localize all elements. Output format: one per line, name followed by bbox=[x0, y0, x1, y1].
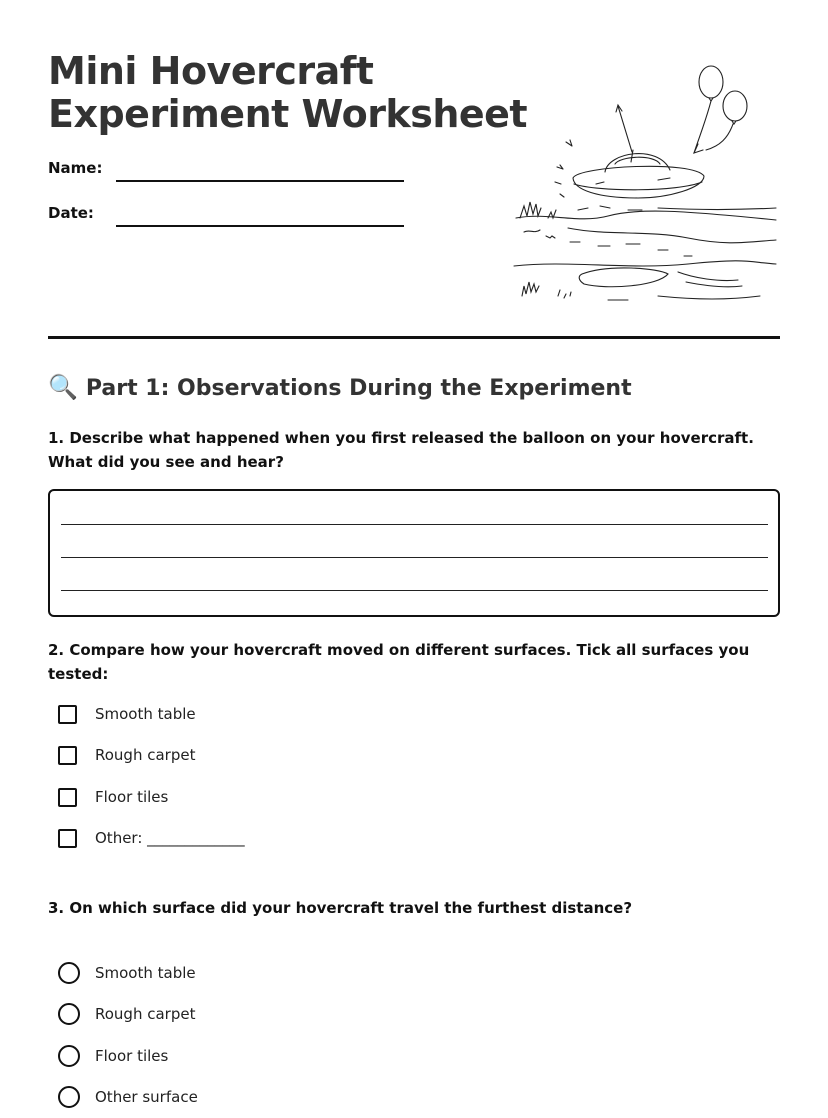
option-label: Other surface bbox=[95, 1088, 198, 1106]
option-other[interactable] bbox=[58, 826, 245, 850]
name-field[interactable] bbox=[116, 180, 404, 182]
option-label: Smooth table bbox=[95, 964, 196, 982]
radio-button[interactable] bbox=[58, 962, 80, 984]
answer-line bbox=[61, 590, 768, 591]
option-label: Smooth table bbox=[95, 705, 196, 723]
option-label: Rough carpet bbox=[95, 746, 196, 764]
option-smooth-table[interactable] bbox=[58, 702, 196, 726]
option-label: Rough carpet bbox=[95, 1005, 196, 1023]
question-1: 1. Describe what happened when you first released the balloon on your hovercraft. What did you see and hear? bbox=[48, 429, 754, 471]
radio-button[interactable] bbox=[58, 1003, 80, 1025]
title-line-2: Experiment Worksheet bbox=[48, 92, 528, 136]
part1-title: Part 1: Observations During the Experiment bbox=[85, 376, 632, 401]
option-label: Other: _____________ bbox=[95, 829, 245, 847]
title-line-1: Mini Hovercraft bbox=[48, 49, 374, 93]
option-label: Floor tiles bbox=[95, 788, 169, 806]
magnifying-glass-icon: 🔍 bbox=[48, 373, 78, 401]
checkbox[interactable] bbox=[58, 746, 77, 765]
hovercraft-illustration bbox=[508, 60, 780, 308]
worksheet-title bbox=[48, 50, 527, 136]
option-floor-tiles[interactable] bbox=[58, 785, 169, 809]
date-label: Date: bbox=[48, 204, 94, 222]
checkbox[interactable] bbox=[58, 829, 77, 848]
question-3: 3. On which surface did your hovercraft travel the furthest distance? bbox=[48, 899, 633, 917]
answer-box-q1[interactable] bbox=[48, 489, 780, 617]
option-rough-carpet[interactable] bbox=[58, 743, 196, 767]
answer-line bbox=[61, 557, 768, 558]
question-2: 2. Compare how your hovercraft moved on different surfaces. Tick all surfaces you tested: bbox=[48, 641, 750, 683]
part1-heading bbox=[48, 373, 632, 401]
radio-rough-carpet[interactable] bbox=[58, 1002, 196, 1026]
checkbox[interactable] bbox=[58, 788, 77, 807]
name-label: Name: bbox=[48, 159, 103, 177]
answer-line bbox=[61, 524, 768, 525]
header-divider bbox=[48, 336, 780, 339]
checkbox[interactable] bbox=[58, 705, 77, 724]
radio-floor-tiles[interactable] bbox=[58, 1044, 169, 1068]
radio-other-surface[interactable] bbox=[58, 1085, 198, 1109]
radio-button[interactable] bbox=[58, 1045, 80, 1067]
radio-button[interactable] bbox=[58, 1086, 80, 1108]
date-field[interactable] bbox=[116, 225, 404, 227]
option-label: Floor tiles bbox=[95, 1047, 169, 1065]
radio-smooth-table[interactable] bbox=[58, 961, 196, 985]
